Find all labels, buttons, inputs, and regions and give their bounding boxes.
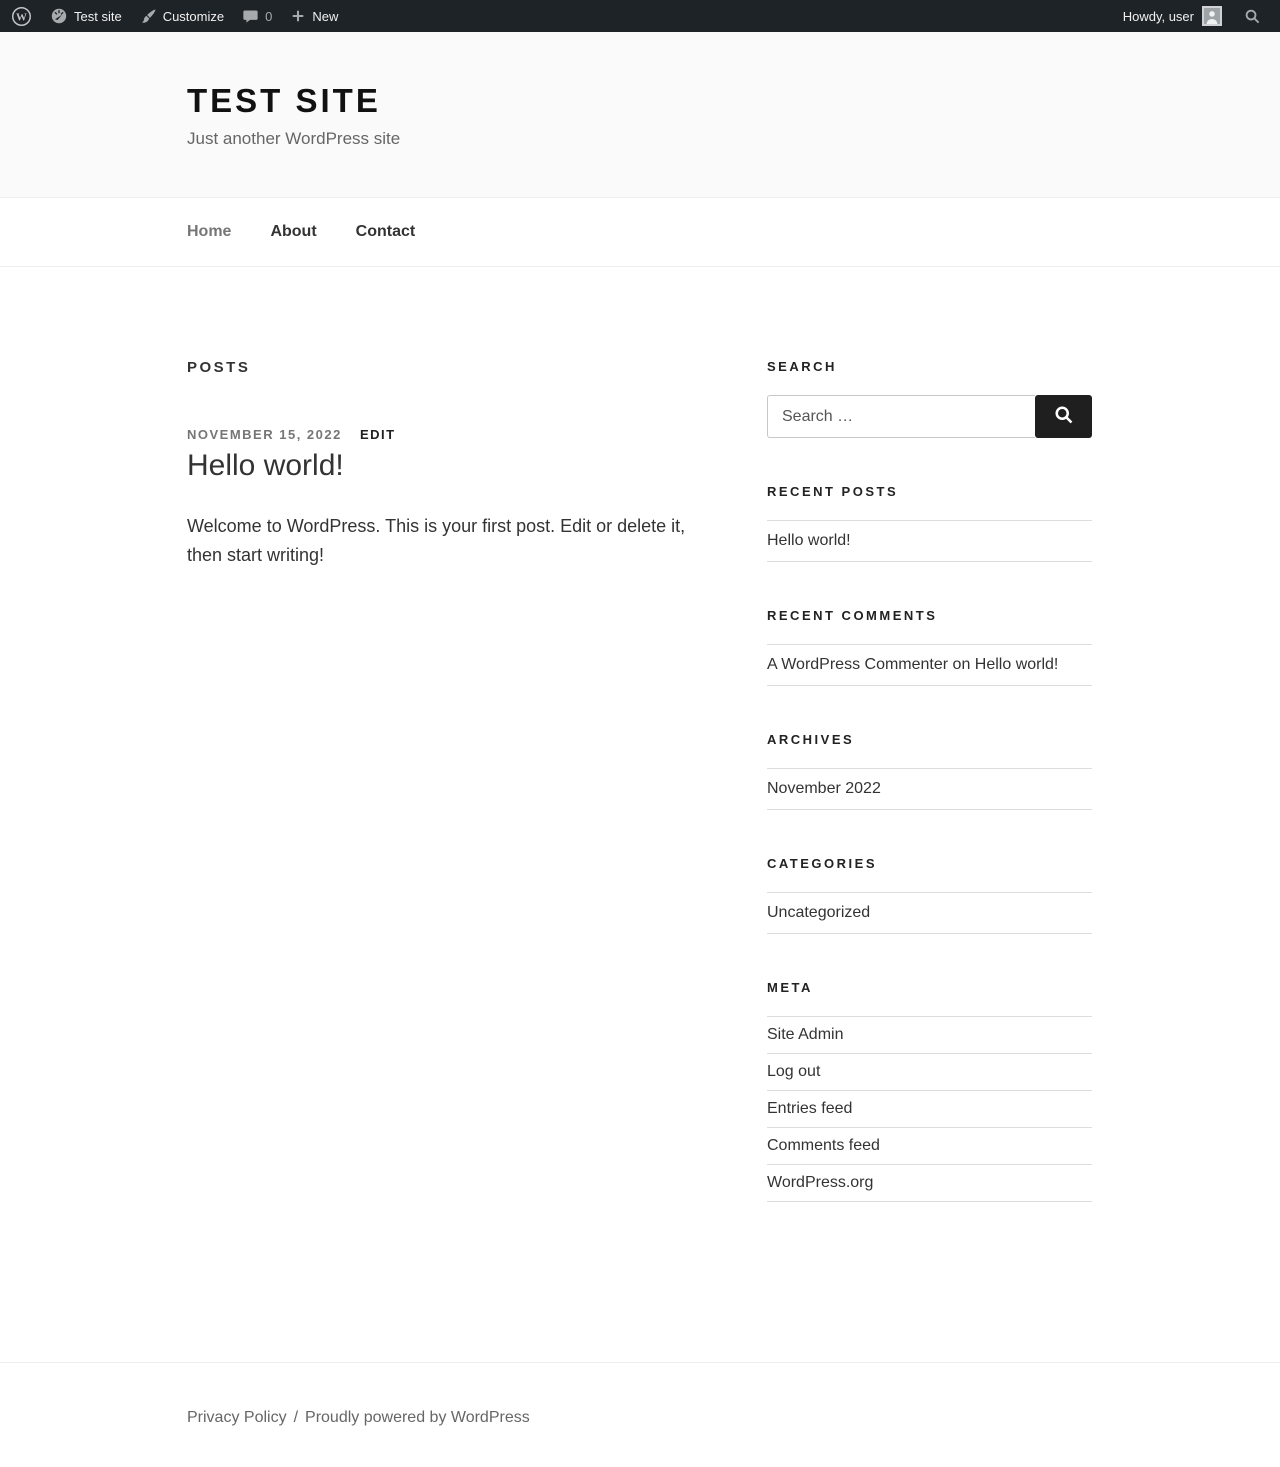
- nav-item-about[interactable]: About: [270, 223, 317, 240]
- list-item: [767, 1091, 1092, 1128]
- category-link[interactable]: Uncategorized: [767, 904, 871, 921]
- privacy-policy-link[interactable]: Privacy Policy: [187, 1409, 287, 1426]
- adminbar-site-menu[interactable]: [41, 0, 131, 32]
- nav-item-home[interactable]: Home: [187, 223, 232, 240]
- comment-bubble-icon: [242, 8, 259, 25]
- list-item: [767, 1165, 1092, 1202]
- list-item: [767, 521, 1092, 562]
- post-title-link[interactable]: Hello world!: [187, 449, 344, 482]
- search-widget-title: SEARCH: [767, 359, 837, 374]
- main-navigation: [0, 197, 1280, 267]
- adminbar-new-label: New: [312, 8, 339, 24]
- list-item: [767, 645, 1092, 686]
- search-form: [767, 395, 1092, 438]
- list-item: [767, 1054, 1092, 1091]
- comment-author-link[interactable]: A WordPress Commenter: [767, 656, 949, 673]
- post-date-link[interactable]: NOVEMBER 15, 2022: [187, 427, 342, 442]
- recent-posts-title: RECENT POSTS: [767, 484, 899, 499]
- adminbar-customize[interactable]: [131, 0, 233, 32]
- admin-bar-left: [2, 0, 1114, 32]
- adminbar-comments[interactable]: [233, 0, 281, 32]
- categories-list: [767, 892, 1092, 934]
- site-footer: [0, 1362, 1280, 1467]
- nav-item-contact[interactable]: Contact: [355, 223, 416, 240]
- categories-title: CATEGORIES: [767, 856, 877, 871]
- svg-text:W: W: [16, 10, 27, 23]
- meta-title: META: [767, 980, 813, 995]
- meta-list: [767, 1016, 1092, 1202]
- main-content: [0, 267, 1280, 1362]
- adminbar-site-name: Test site: [74, 8, 122, 24]
- comment-post-link[interactable]: Hello world!: [974, 656, 1059, 673]
- adminbar-comment-count: 0: [265, 8, 273, 24]
- recent-posts-list: [767, 520, 1092, 562]
- sidebar: [767, 359, 1092, 1248]
- adminbar-new[interactable]: [281, 0, 347, 32]
- posts-column: [187, 359, 707, 1248]
- archives-list: [767, 768, 1092, 810]
- search-submit-button[interactable]: [1035, 395, 1092, 438]
- powered-by-link[interactable]: Proudly powered by WordPress: [305, 1409, 530, 1426]
- admin-bar: [0, 0, 1280, 32]
- list-item: [767, 1128, 1092, 1165]
- list-item: [767, 769, 1092, 810]
- wordpress-logo-icon[interactable]: [2, 0, 41, 32]
- avatar: [1202, 6, 1222, 26]
- recent-comments-title: RECENT COMMENTS: [767, 608, 938, 623]
- adminbar-account-menu[interactable]: [1114, 0, 1231, 32]
- meta-comments-feed-link[interactable]: Comments feed: [767, 1137, 880, 1154]
- meta-widget: [767, 980, 1092, 1202]
- admin-bar-right: [1114, 0, 1270, 32]
- meta-log-out-link[interactable]: Log out: [767, 1063, 821, 1080]
- page-title: POSTS: [187, 359, 251, 376]
- site-tagline: Just another WordPress site: [187, 129, 401, 148]
- recent-posts-widget: [767, 484, 1092, 562]
- adminbar-search-icon[interactable]: [1235, 0, 1270, 32]
- meta-wordpress-org-link[interactable]: WordPress.org: [767, 1174, 874, 1191]
- search-widget: [767, 359, 1092, 438]
- recent-post-link[interactable]: Hello world!: [767, 532, 851, 549]
- site-title[interactable]: TEST SITE: [187, 82, 381, 119]
- post-body: Welcome to WordPress. This is your first post. Edit or delete it, then start writing!: [187, 516, 686, 566]
- comment-connector: on: [948, 656, 975, 673]
- search-icon: [1053, 404, 1075, 429]
- archive-link[interactable]: November 2022: [767, 780, 881, 797]
- post-edit-link[interactable]: EDIT: [359, 427, 396, 442]
- search-input[interactable]: [767, 395, 1035, 438]
- list-item: [767, 1017, 1092, 1054]
- paintbrush-icon: [140, 8, 157, 25]
- post-meta: [187, 427, 707, 442]
- site-header: [0, 32, 1280, 197]
- archives-widget: [767, 732, 1092, 810]
- meta-site-admin-link[interactable]: Site Admin: [767, 1026, 844, 1043]
- list-item: [767, 893, 1092, 934]
- recent-comments-list: [767, 644, 1092, 686]
- recent-comments-widget: [767, 608, 1092, 686]
- meta-entries-feed-link[interactable]: Entries feed: [767, 1100, 853, 1117]
- plus-icon: [290, 8, 306, 24]
- footer-separator: /: [293, 1409, 299, 1426]
- post-article: [187, 427, 707, 570]
- archives-title: ARCHIVES: [767, 732, 855, 747]
- categories-widget: [767, 856, 1092, 934]
- adminbar-customize-label: Customize: [162, 8, 225, 24]
- adminbar-howdy-label: Howdy, user: [1122, 8, 1194, 24]
- dashboard-gauge-icon: [50, 7, 68, 25]
